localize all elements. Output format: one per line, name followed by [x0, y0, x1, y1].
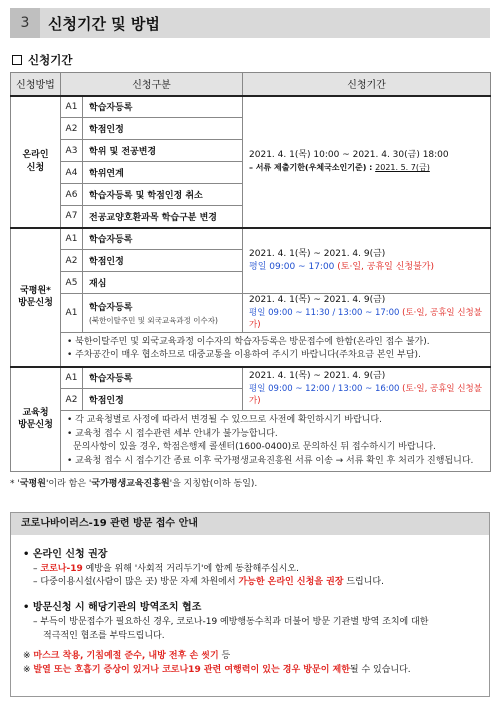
row-label: 학위 및 전공변경 [83, 140, 243, 162]
row-code: A2 [61, 118, 83, 140]
row-code: A1 [61, 294, 83, 333]
section-title: 신청기간 및 방법 [48, 14, 160, 33]
covid-notice-title: 코로나바이러스-19 관련 방문 접수 안내 [11, 513, 489, 535]
row-code: A2 [61, 389, 83, 411]
row-label: 학습자등록 (북한이탈주민 및 외국교육과정 이수자) [83, 294, 243, 333]
hours-line: 평일 09:00 ~ 12:00 / 13:00 ~ 16:00 (토·일, 공휴일 신청불가) [249, 384, 482, 407]
row-code: A5 [61, 272, 83, 294]
office-notes: • 각 교육청별로 사정에 따라서 변경될 수 있으므로 사전에 확인하시기 바랍니다. • 교육청 접수 시 접수관련 세부 안내가 불가능합니다. 문의사항이 있을 경우, 학점은행제 콜센터(1600-0400)로 문의하신 뒤 접수하시기 바랍니다. • 교육청 접수 시 접수기간 종료 이후 국가평생교육진흥원 서류 이송 → 서류 확인 후 처리가 진행됩니다. [61, 411, 491, 472]
header-category: 신청구분 [61, 73, 243, 96]
period-online [243, 96, 491, 228]
row-code: A1 [61, 367, 83, 389]
period-line: 2021. 4. 1(목) 10:00 ~ 2021. 4. 30(금) 18:00 [249, 150, 449, 161]
deadline-line: – 서류 제출기한(우체국소인기준) : 2021. 5. 7(금) [249, 163, 430, 173]
period-line: 2021. 4. 1(목) ~ 2021. 4. 9(금) [249, 371, 386, 382]
subsection-title: 신청기간 [12, 52, 72, 68]
table-row [11, 96, 491, 118]
online-recommend-heading: • 온라인 신청 권장 [23, 549, 108, 560]
notice-line: – 다중이용시설(사람이 많은 곳) 방문 자제 차원에서 가능한 온라인 신청을 권장 드립니다. [33, 577, 384, 588]
row-code: A4 [61, 162, 83, 184]
covid-notice-box [10, 512, 490, 697]
footnote: * '국평원'이라 함은 '국가평생교육진흥원'을 지칭함(이하 동일). [10, 479, 258, 489]
row-label: 학위연계 [83, 162, 243, 184]
period-line: 2021. 4. 1(목) ~ 2021. 4. 9(금) [249, 248, 386, 259]
method-nile: 국평원* 방문신청 [11, 228, 61, 367]
warning-line: ※ 발열 또는 호흡기 증상이 있거나 코로나19 관련 여행력이 있는 경우 방문이 제한될 수 있습니다. [23, 664, 411, 675]
notice-line: – 코로나-19 예방을 위해 '사회적 거리두기'에 함께 동참해주십시오. [33, 563, 299, 574]
square-bullet-icon [12, 55, 22, 65]
table-row [11, 411, 491, 472]
row-code: A3 [61, 140, 83, 162]
row-code: A1 [61, 228, 83, 250]
section-number: 3 [10, 8, 40, 38]
method-online: 온라인 신청 [11, 96, 61, 228]
period-nile-a [243, 228, 491, 294]
visit-cooperation-heading: • 방문신청 시 해당기관의 방역조치 협조 [23, 602, 202, 614]
application-period-table [10, 72, 491, 472]
header-method: 신청방법 [11, 73, 61, 96]
hours-line: 평일 09:00 ~ 11:30 / 13:00 ~ 17:00 (토·일, 공휴일 신청불가) [249, 308, 482, 331]
row-label: 학점인정 [83, 250, 243, 272]
header-period: 신청기간 [243, 73, 491, 96]
warning-line: ※ 마스크 착용, 기침예절 준수, 내방 전후 손 씻기 등 [23, 650, 231, 661]
table-row [11, 228, 491, 250]
row-label: 학습자등록 및 학점인정 취소 [83, 184, 243, 206]
period-nile-b [243, 294, 491, 333]
notice-line: – 부득이 방문접수가 필요하신 경우, 코로나-19 예방행동수칙과 더불어 방문 기관별 방역 조치에 대한 [33, 616, 429, 627]
row-label: 재심 [83, 272, 243, 294]
table-row [11, 332, 491, 367]
row-label: 전공교양호환과목 학습구분 변경 [83, 206, 243, 228]
row-label: 학습자등록 [83, 96, 243, 118]
period-line: 2021. 4. 1(목) ~ 2021. 4. 9(금) [249, 295, 386, 305]
row-code: A7 [61, 206, 83, 228]
row-label: 학점인정 [83, 118, 243, 140]
row-label: 학점인정 [83, 389, 243, 411]
method-office: 교육청 방문신청 [11, 367, 61, 472]
period-office [243, 367, 491, 411]
section-header [10, 8, 490, 38]
deadline-date: 2021. 5. 7(금) [375, 163, 430, 173]
row-label: 학습자등록 [83, 228, 243, 250]
hours-line: 평일 09:00 ~ 17:00 (토·일, 공휴일 신청불가) [249, 261, 434, 272]
table-header-row [11, 73, 491, 96]
table-row [11, 367, 491, 389]
table-row [11, 294, 491, 333]
row-code: A6 [61, 184, 83, 206]
row-label: 학습자등록 [83, 367, 243, 389]
row-code: A1 [61, 96, 83, 118]
notice-line: 적극적인 협조를 부탁드립니다. [43, 630, 165, 641]
row-code: A2 [61, 250, 83, 272]
nile-notes: • 북한이탈주민 및 외국교육과정 이수자의 학습자등록은 방문접수에 한함(온라인 접수 불가). • 주차공간이 매우 협소하므로 대중교통을 이용하여 주시기 바랍니다(주차요금 본인 부담). [61, 332, 491, 367]
